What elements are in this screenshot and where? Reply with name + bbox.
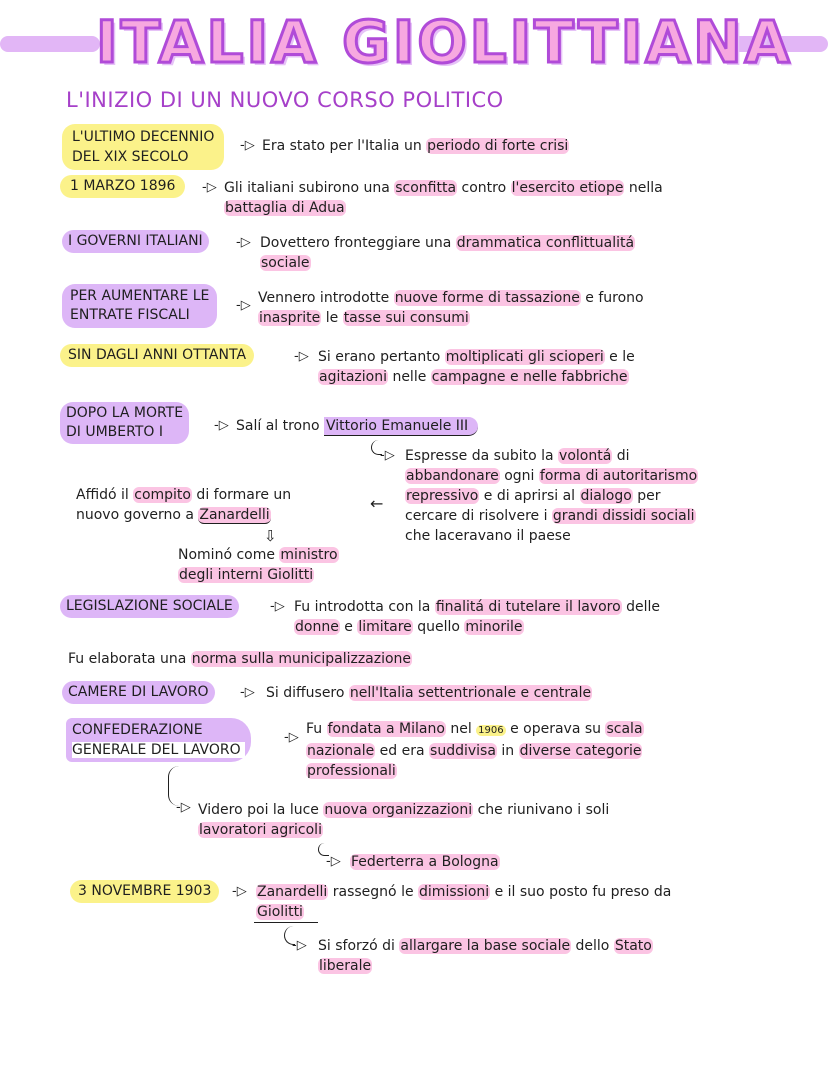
row6b-text: Espresse da subito la volontá di abbandonare ogni forma di autoritarismo repressivo e di aprirsi al dialogo per cercare di risolvere i grandi dissidi sociali che laceravano il paese	[405, 448, 698, 544]
key-ultimo-decennio: L'ULTIMO DECENNIO DEL XIX SECOLO	[62, 124, 224, 170]
arrow-icon: -▷	[284, 730, 299, 745]
row8-text: Fu elaborata una norma sulla municipalizzazione	[68, 651, 412, 667]
key-camere-lavoro: CAMERE DI LAVORO	[62, 681, 215, 704]
row6-text: Salí al trono Vittorio Emanuele III	[236, 416, 478, 436]
arrow-icon: -▷	[236, 298, 251, 313]
arrow-icon: -▷	[214, 418, 229, 433]
row5-text: Si erano pertanto moltiplicati gli scioperi e le agitazioni nelle campagne e nelle fabbriche	[318, 349, 635, 385]
arrow-icon: -▷	[270, 599, 285, 614]
row6d-text: Nominó come ministro degli interni Giolitti	[178, 547, 338, 583]
row10-text: Fu fondata a Milano nel 1906 e operava su scala nazionale ed era suddivisa in diverse categorie professionali	[306, 721, 643, 779]
key-morte-umberto: DOPO LA MORTE DI UMBERTO I	[60, 402, 189, 444]
arrow-icon: -▷	[236, 235, 251, 250]
row9-text: Si diffusero nell'Italia settentrionale e centrale	[266, 685, 592, 701]
key-marzo-1896: 1 MARZO 1896	[60, 175, 185, 198]
page-title: ITALIA GIOLITTIANA	[96, 8, 793, 76]
key-entrate-fiscali: PER AUMENTARE LE ENTRATE FISCALI	[62, 284, 217, 328]
row6c-text: Affidó il compito di formare un nuovo governo a Zanardelli	[76, 487, 292, 523]
arrow-icon: -▷	[292, 938, 307, 953]
row11-text: Zanardelli rassegnó le dimissioni e il suo posto fu preso da Giolitti	[257, 884, 672, 920]
key-legislazione-sociale: LEGISLAZIONE SOCIALE	[60, 595, 239, 618]
down-arrow-icon: ⇩	[264, 527, 277, 545]
row11b-text: Si sforzó di allargare la base sociale dello Stato liberale	[318, 938, 652, 974]
key-novembre-1903: 3 NOVEMBRE 1903	[70, 880, 219, 903]
row4-text: Vennero introdotte nuove forme di tassazione e furono inasprite le tasse sui consumi	[258, 290, 644, 326]
key-confederazione: CONFEDERAZIONE GENERALE DEL LAVORO	[66, 718, 251, 762]
key-anni-ottanta: SIN DAGLI ANNI OTTANTA	[60, 344, 254, 367]
key-governi-italiani: I GOVERNI ITALIANI	[62, 230, 209, 253]
arrow-icon: -▷	[294, 349, 309, 364]
connector-line	[371, 440, 382, 455]
row2-text: Gli italiani subirono una sconfitta contro l'esercito etiope nella battaglia di Adua	[224, 180, 663, 216]
row3-text: Dovettero fronteggiare una drammatica conflittualitá sociale	[260, 235, 635, 271]
arrow-icon: -▷	[232, 884, 247, 899]
arrow-icon: -▷	[240, 685, 255, 700]
row10c-text: Federterra a Bologna	[351, 854, 499, 870]
underline	[254, 922, 318, 923]
row7-text: Fu introdotta con la finalitá di tutelare il lavoro delle donne e limitare quello minorile	[294, 599, 660, 635]
arrow-icon: -▷	[240, 138, 255, 153]
title-bar-left	[0, 36, 100, 52]
row1-text: Era stato per l'Italia un periodo di forte crisi	[262, 138, 569, 154]
left-arrow-icon: ←	[370, 494, 384, 513]
arrow-icon: -▷	[380, 448, 395, 463]
arrow-icon: -▷	[202, 180, 217, 195]
row10b-text: Videro poi la luce nuova organizzazioni che riunivano i soli lavoratori agricoli	[198, 802, 610, 838]
page-subtitle: L'INIZIO DI UN NUOVO CORSO POLITICO	[66, 88, 504, 112]
arrow-icon: -▷	[326, 854, 341, 869]
arrow-icon: -▷	[176, 800, 191, 815]
